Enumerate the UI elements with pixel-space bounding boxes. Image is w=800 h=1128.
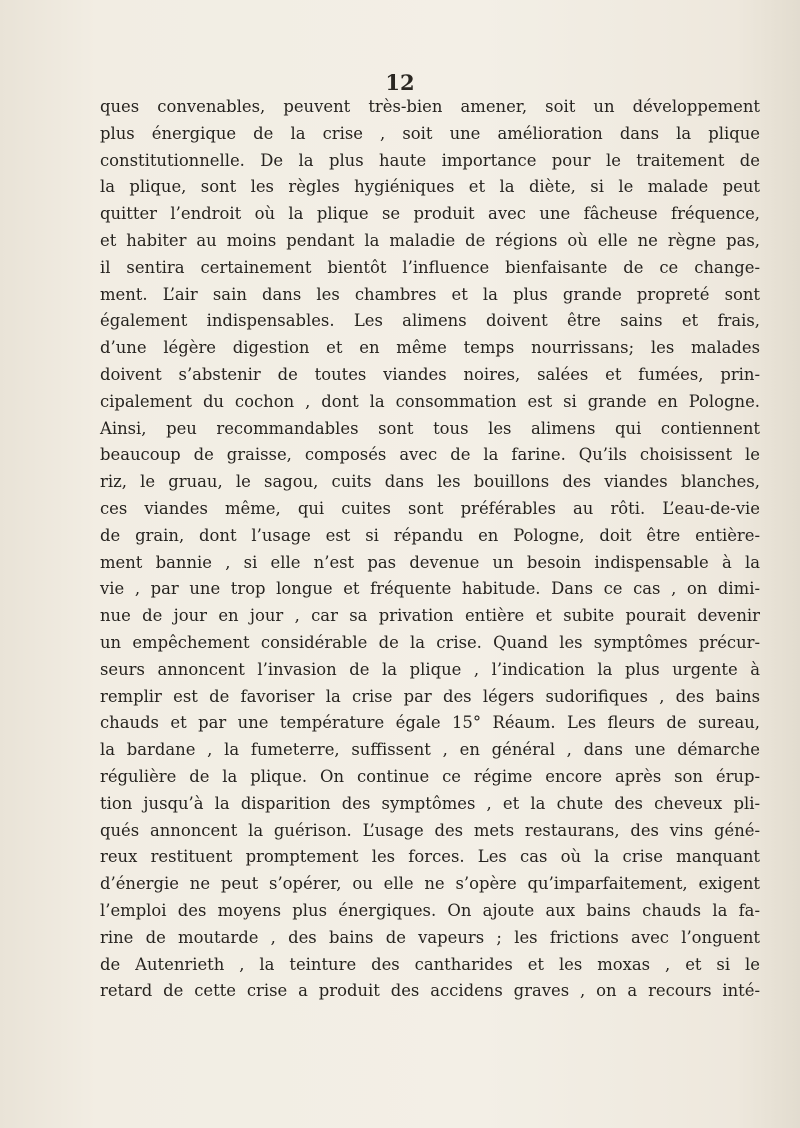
text-line: rine de moutarde , des bains de vapeurs ; les frictions avec l’onguent (100, 927, 760, 947)
text-line: doivent s’abstenir de toutes viandes noires, salées et fumées, prin- (100, 364, 760, 384)
text-line: Ainsi, peu recommandables sont tous les alimens qui contiennent (100, 418, 760, 438)
text-line: de Autenrieth , la teinture des cantharides et les moxas , et si le (100, 954, 760, 974)
page-number: 12 (385, 70, 415, 95)
text-line: l’emploi des moyens plus énergiques. On ajoute aux bains chauds la fa- (100, 900, 760, 920)
text-line: plus énergique de la crise , soit une amélioration dans la plique (100, 123, 760, 143)
text-line: ment bannie , si elle n’est pas devenue un besoin indispensable à la (100, 552, 760, 572)
text-line: reux restituent promptement les forces. Les cas où la crise manquant (100, 847, 760, 867)
text-line: d’une légère digestion et en même temps nourrissans; les malades (100, 338, 760, 358)
text-line: ces viandes même, qui cuites sont préférables au rôti. L’eau-de-vie (100, 498, 760, 518)
body-text (100, 94, 760, 1005)
text-line: retard de cette crise a produit des accidens graves , on a recours inté- (100, 981, 760, 1001)
text-line: constitutionnelle. De la plus haute importance pour le traitement de (100, 150, 760, 170)
text-line: beaucoup de graisse, composés avec de la farine. Qu’ils choisissent le (100, 445, 760, 465)
text-line: il sentira certainement bientôt l’influence bienfaisante de ce change- (100, 257, 760, 277)
text-line: qués annoncent la guérison. L’usage des mets restaurans, des vins géné- (100, 820, 760, 840)
text-line: de grain, dont l’usage est si répandu en Pologne, doit être entière- (100, 525, 760, 545)
text-line: la bardane , la fumeterre, suffissent , en général , dans une démarche (100, 740, 760, 760)
text-line: un empêchement considérable de la crise. Quand les symptômes précur- (100, 632, 760, 652)
text-line: ques convenables, peuvent très-bien amener, soit un développement (100, 97, 760, 116)
text-line: régulière de la plique. On continue ce régime encore après son érup- (100, 766, 760, 786)
text-line: également indispensables. Les alimens doivent être sains et frais, (100, 311, 760, 331)
text-line: tion jusqu’à la disparition des symptômes , et la chute des cheveux pli- (100, 793, 760, 813)
text-line: d’énergie ne peut s’opérer, ou elle ne s’opère qu’imparfaitement, exigent (100, 874, 760, 894)
text-line: cipalement du cochon , dont la consommation est si grande en Pologne. (100, 391, 760, 411)
text-line: riz, le gruau, le sagou, cuits dans les bouillons des viandes blanches, (100, 472, 760, 492)
text-line: nue de jour en jour , car sa privation entière et subite pourait devenir (100, 606, 760, 626)
text-line: seurs annoncent l’invasion de la plique , l’indication la plus urgente à (100, 659, 760, 679)
text-line: la plique, sont les règles hygiéniques et la diète, si le malade peut (100, 177, 760, 197)
text-line: ment. L’air sain dans les chambres et la plus grande propreté sont (100, 284, 760, 304)
text-line: remplir est de favoriser la crise par des légers sudorifiques , des bains (100, 686, 760, 706)
text-line: vie , par une trop longue et fréquente habitude. Dans ce cas , on dimi- (100, 579, 760, 599)
text-line: et habiter au moins pendant la maladie de régions où elle ne règne pas, (100, 230, 760, 250)
text-line: quitter l’endroit où la plique se produit avec une fâcheuse fréquence, (100, 204, 760, 224)
text-line: chauds et par une température égale 15° Réaum. Les fleurs de sureau, (100, 713, 760, 733)
